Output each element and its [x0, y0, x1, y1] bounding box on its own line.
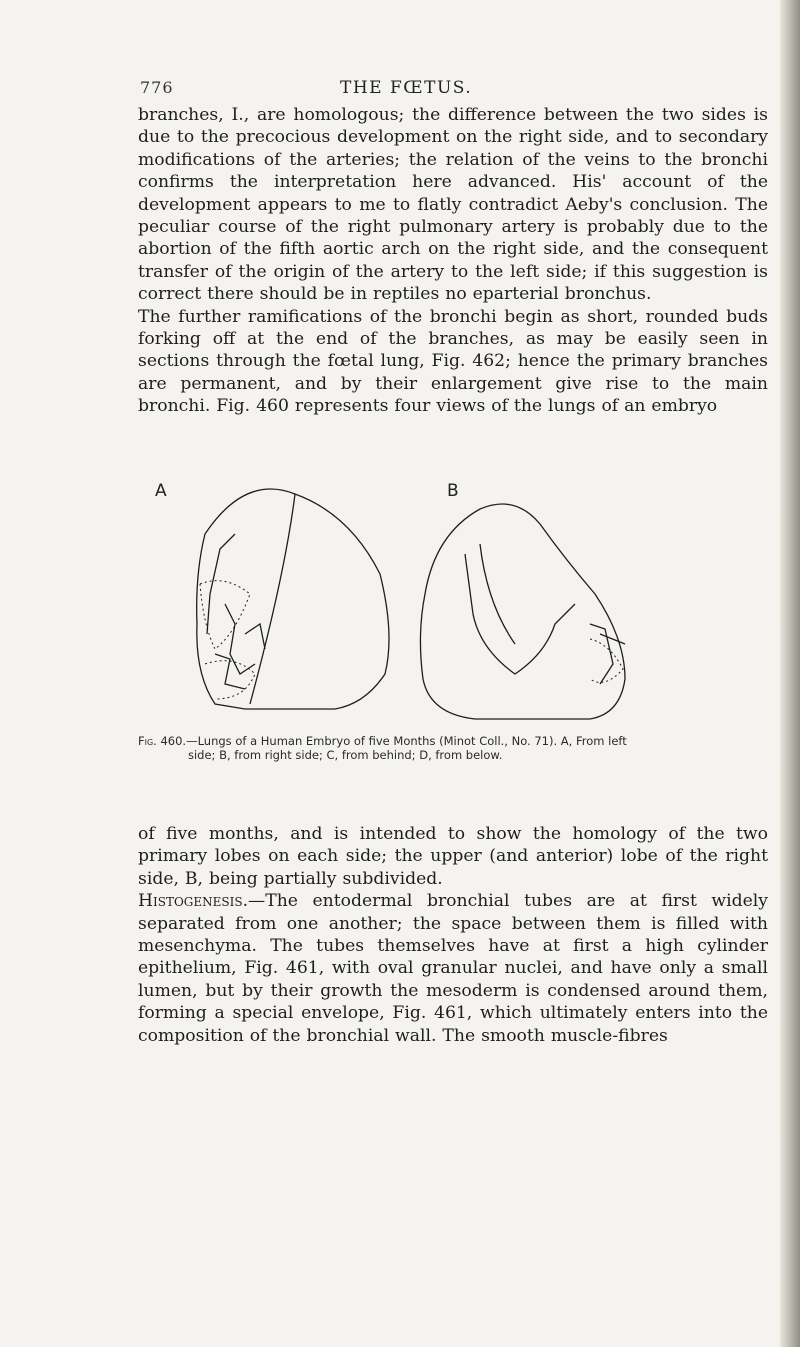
lung-drawings-final: [135, 474, 765, 732]
section-heading: Histogenesis.: [138, 891, 249, 912]
caption-label: Fig. 460.: [138, 734, 187, 748]
caption-line-2: side; B, from right side; C, from behind; D, from below.: [188, 748, 503, 762]
bottom-text-block: [138, 823, 768, 1047]
panel-label-b: B: [447, 481, 459, 501]
paragraph-body: —The entodermal bronchial tubes are at first widely separated from one another; the space between them is filled with mesenchyma. The tubes themselves have at first a high cylinder epithelium, Fig. 461, with oval granular nuclei, and have only a small lumen, but by their growth the mesoderm is condensed around them, forming a special envelope, Fig. 461, which ultimately enters into the composition of the bronchial wall. The smooth muscle-fibres: [138, 891, 768, 1046]
page-header: [140, 78, 700, 102]
page-number: 776: [140, 78, 174, 97]
page-edge: [780, 0, 800, 1347]
paragraph: The further ramifications of the bronchi begin as short, rounded buds forking off at the end of the branches, as may be easily seen in sections through the fœtal lung, Fig. 462; hence the primary branches are permanent, and by their enlargement give rise to the main bronchi. Fig. 460 represents four views of the lungs of an embryo: [138, 306, 768, 417]
top-text-block: [138, 104, 768, 418]
paragraph-histogenesis: [138, 890, 768, 1047]
panel-label-a: A: [155, 481, 167, 501]
paragraph: branches, I., are homologous; the difference between the two sides is due to the precocious development on the right side, and to secondary modifications of the arteries; the relation of the veins to the bronchi confirms the interpretation here advanced. His' account of the development appears to me to flatly contradict Aeby's conclusion. The peculiar course of the right pulmonary artery is probably due to the abortion of the fifth aortic arch on the right side, and the consequent transfer of the origin of the artery to the left side; if this suggestion is correct there should be in reptiles no eparterial bronchus.: [138, 105, 768, 305]
running-head: THE FŒTUS.: [340, 78, 473, 98]
paragraph: of five months, and is intended to show the homology of the two primary lobes on each side; the upper (and anterior) lobe of the right side, B, being partially subdivided.: [138, 824, 768, 889]
figure-caption: [138, 734, 768, 762]
caption-text: —Lungs of a Human Embryo of five Months (Minot Coll., No. 71). A, From left: [186, 734, 627, 748]
